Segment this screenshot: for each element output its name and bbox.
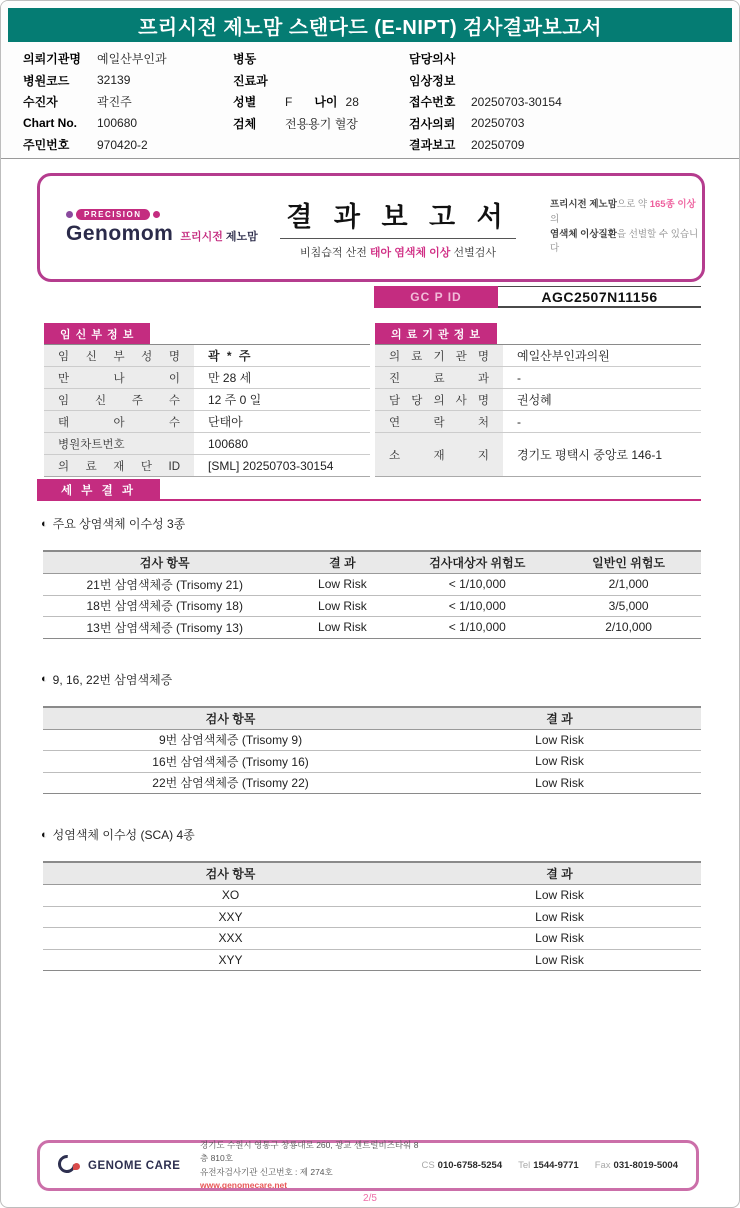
table-row: XYY Low Risk	[43, 950, 701, 972]
title-underline	[280, 238, 516, 239]
report-title: 결 과 보 고 서	[286, 202, 510, 232]
table-row: 의 료 재 단 ID [SML] 20250703-30154	[44, 455, 370, 476]
patient-info-col-1	[23, 48, 233, 156]
clinic-info-table	[375, 323, 701, 477]
field-request-date: 검사의뢰 20250703	[409, 116, 525, 131]
brand-wordmark: Genomom	[66, 222, 174, 245]
table-row: 9번 삼염색체증 (Trisomy 9) Low Risk	[43, 730, 701, 752]
gcpid-value: AGC2507N11156	[498, 286, 701, 308]
field-requesting-org: 의뢰기관명 예일산부인과	[23, 52, 167, 67]
result-group-title: ◐ 9, 16, 22번 삼염색체증	[41, 672, 173, 687]
contact-numbers	[421, 1160, 678, 1171]
report-title-block	[272, 195, 524, 260]
result-table-autosome	[43, 550, 701, 639]
result-group-title: ◐ 주요 상염색체 이수성 3종	[41, 517, 186, 531]
table-header-row: 검사 항목 결 과	[43, 706, 701, 730]
footer-box	[37, 1140, 699, 1191]
report-header-box	[37, 173, 705, 282]
gcpid-label: GC P ID	[374, 286, 498, 308]
table-row: 담 당 의 사 명 권성혜	[375, 389, 701, 411]
brand-korean: 프리시전 제노맘	[180, 231, 258, 243]
result-table-sca	[43, 861, 701, 971]
table-row: 만 나 이 만 28 세	[44, 367, 370, 389]
field-resident-no: 주민번호 970420-2	[23, 137, 148, 153]
table-row: 21번 삼염색체증 (Trisomy 21) Low Risk < 1/10,000 2/1,000	[43, 574, 701, 596]
genome-care-mark-icon	[58, 1154, 82, 1178]
genome-care-logo	[58, 1154, 200, 1178]
field-report-date: 결과보고 20250709	[409, 137, 525, 153]
field-clinical-info: 임상정보	[409, 73, 456, 88]
gcpid-row	[374, 286, 701, 308]
table-row: 연 락 처 -	[375, 411, 701, 433]
field-receipt-no: 접수번호 20250703-30154	[409, 94, 562, 110]
company-address	[200, 1139, 421, 1192]
page-number: 2/5	[363, 1193, 377, 1204]
website-url: www.genomecare.net	[200, 1179, 288, 1190]
address-line-1: 경기도 수원시 영통구 창룡대로 260, 광교 센트럴비즈타워 8층 810호	[200, 1140, 419, 1164]
table-row: XXY Low Risk	[43, 907, 701, 929]
field-department: 진료과	[233, 73, 268, 88]
field-sex-age: 성별 F 나이 28	[233, 94, 359, 110]
table-header-row: 검사 항목 결 과	[43, 861, 701, 885]
field-chart-no: Chart No. 100680	[23, 116, 138, 131]
result-table-trisomy-9-16-22	[43, 706, 701, 795]
patient-info-col-3	[409, 48, 721, 156]
table-row: 임 신 부 성 명 곽 * 주	[44, 345, 370, 367]
half-circle-bullet-icon: ◐	[41, 828, 48, 841]
screening-note: 프리시전 제노맘으로 약 165종 이상의 염색체 이상질환을 선별할 수 있습니다	[550, 199, 699, 255]
field-hospital-code: 병원코드 32139	[23, 73, 131, 88]
genomom-logo	[40, 209, 272, 246]
genome-care-logo-text: GENOME CARE	[88, 1159, 181, 1172]
patient-info-panel	[1, 1, 739, 159]
detailed-results-section	[37, 479, 701, 971]
tel-number: Tel 1544-9771	[518, 1160, 579, 1171]
cs-number: CS 010-6758-5254	[421, 1160, 503, 1171]
table-row: XXX Low Risk	[43, 928, 701, 950]
table-row: 의 료 기 관 명 예일산부인과의원	[375, 345, 701, 367]
clinic-info-header: 의 료 기 관 정 보	[375, 323, 497, 344]
field-specimen: 검체 전용용기 혈장	[233, 116, 358, 131]
table-row: 임 신 주 수 12 주 0 일	[44, 389, 370, 411]
half-circle-bullet-icon: ◐	[41, 517, 48, 530]
field-patient-name: 수진자 곽진주	[23, 95, 132, 110]
table-row: 16번 삼염색체증 (Trisomy 16) Low Risk	[43, 751, 701, 773]
table-row: 진 료 과 -	[375, 367, 701, 389]
badge-dot-left-icon	[66, 211, 73, 218]
report-subtitle: 비침습적 산전 태아 염색체 이상 선별검사	[300, 247, 496, 259]
badge-dot-right-icon	[153, 211, 160, 218]
table-row: 22번 삼염색체증 (Trisomy 22) Low Risk	[43, 773, 701, 795]
half-circle-bullet-icon: ◐	[41, 673, 48, 685]
table-row: 태 아 수 단태아	[44, 411, 370, 433]
pregnant-info-table	[44, 323, 370, 477]
report-title-bar: 프리시전 제노맘 스탠다드 (E-NIPT) 검사결과보고서	[8, 8, 732, 42]
fax-number: Fax 031-8019-5004	[594, 1160, 678, 1171]
pregnant-info-header: 임 신 부 정 보	[44, 323, 150, 344]
table-row: 13번 삼염색체증 (Trisomy 13) Low Risk < 1/10,000 2/10,000	[43, 617, 701, 639]
table-row: 소 재 지 경기도 평택시 중앙로 146-1	[375, 433, 701, 476]
field-doctor: 담당의사	[409, 52, 456, 67]
address-line-2: 유전자검사기관 신고번호 : 제 274호	[200, 1166, 333, 1177]
detailed-results-header: 세 부 결 과	[37, 479, 160, 500]
table-row: XO Low Risk	[43, 885, 701, 907]
patient-info-col-2	[233, 48, 409, 134]
result-group-title: ◐ 성염색체 이수성 (SCA) 4종	[41, 828, 195, 842]
table-row: 18번 삼염색체증 (Trisomy 18) Low Risk < 1/10,000 3/5,000	[43, 596, 701, 618]
precision-badge: PRECISION	[76, 209, 150, 220]
field-ward: 병동	[233, 52, 257, 67]
table-header-row: 검사 항목 결 과 검사대상자 위험도 일반인 위험도	[43, 550, 701, 574]
table-row: 병원차트번호 100680	[44, 433, 370, 455]
